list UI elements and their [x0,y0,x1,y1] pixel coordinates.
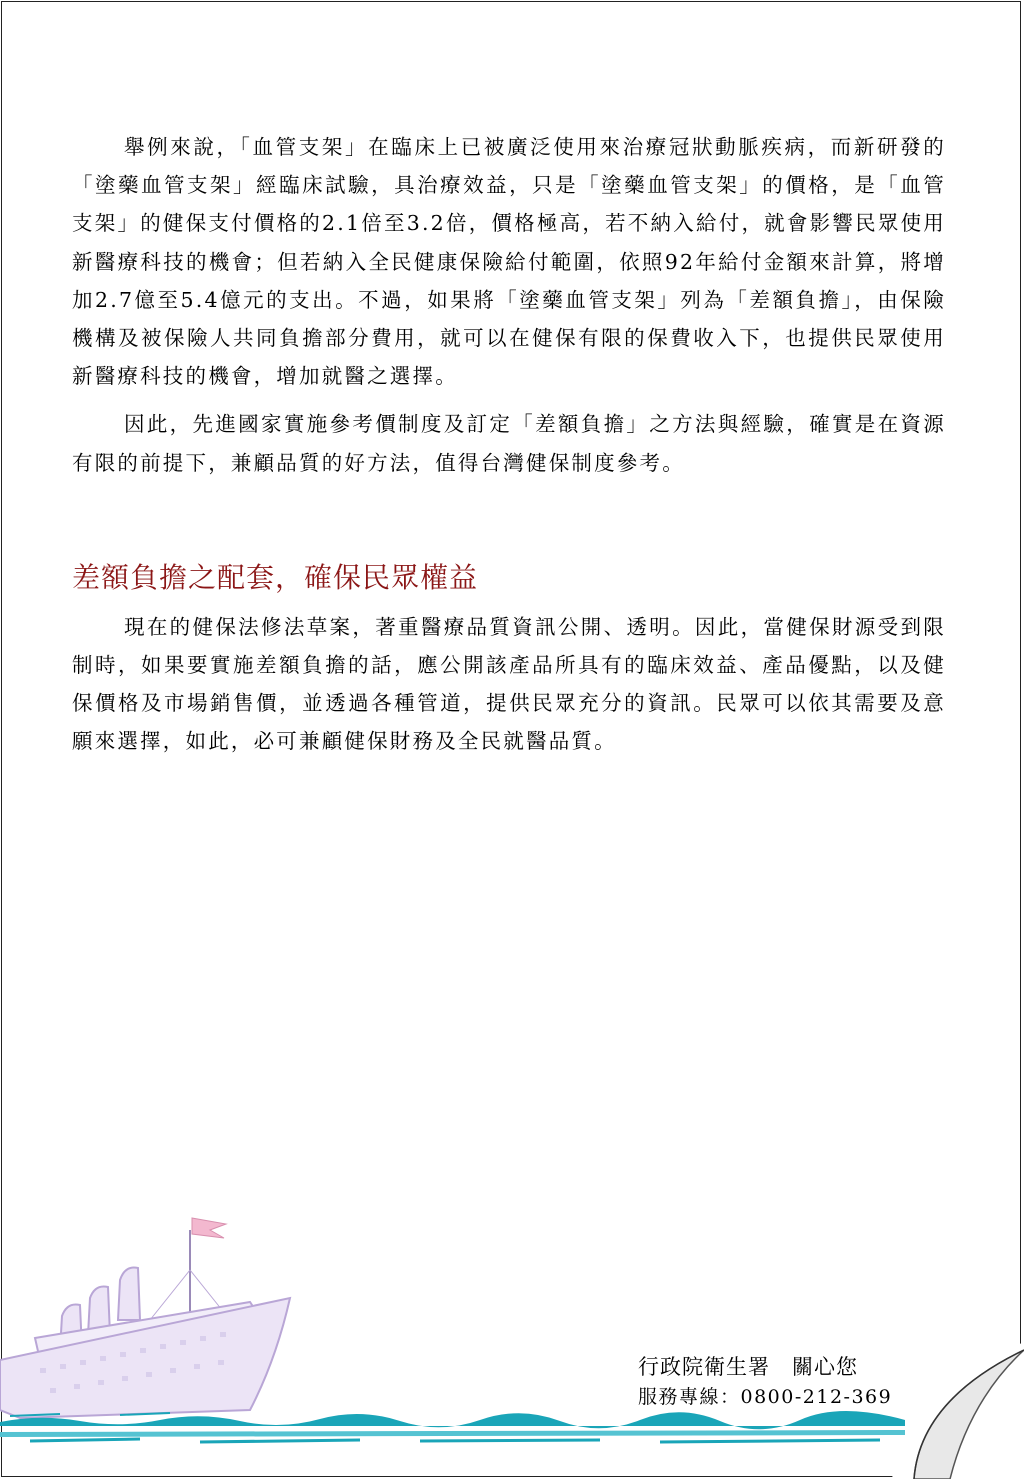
paragraph-conclusion: 因此，先進國家實施參考價制度及訂定「差額負擔」之方法與經驗，確實是在資源有限的前提下，兼顧品質的好方法，值得台灣健保制度參考。 [72,412,946,475]
sea-waves-icon [0,1408,905,1448]
agency-signature: 行政院衛生署 關心您 [638,1355,858,1379]
footer-contact [638,1352,908,1412]
paragraph-reform: 現在的健保法修法草案，著重醫療品質資訊公開、透明。因此，當健保財源受到限制時，如果要實施差額負擔的話，應公開該產品所具有的臨床效益、產品優點，以及健保價格及市場銷售價，並透過各種管道，提供民眾充分的資訊。民眾可以依其需要及意願來選擇，如此，必可兼顧健保財務及全民就醫品質。 [72,614,946,754]
service-hotline: 服務專線：0800-212-369 [638,1386,893,1408]
section-heading: 差額負擔之配套，確保民眾權益 [72,560,479,594]
article-body [72,128,946,761]
paragraph-stent-example: 舉例來說，「血管支架」在臨床上已被廣泛使用來治療冠狀動脈疾病，而新研發的「塗藥血管支架」經臨床試驗，具治療效益，只是「塗藥血管支架」的價格，是「血管支架」的健保支付價格的2.1倍至3.2倍，價格極高，若不納入給付，就會影響民眾使用新醫療科技的機會；但若納入全民健康保險給付範圍，依照92年給付金額來計算，將增加2.7億至5.4億元的支出。不過，如果將「塗藥血管支架」列為「差額負擔」，由保險機構及被保險人共同負擔部分費用，就可以在健保有限的保費收入下，也提供民眾使用新醫療科技的機會，增加就醫之選擇。 [72,135,946,389]
folded-page-corner-icon [890,1340,1024,1479]
cruise-ship-icon [0,1210,330,1430]
